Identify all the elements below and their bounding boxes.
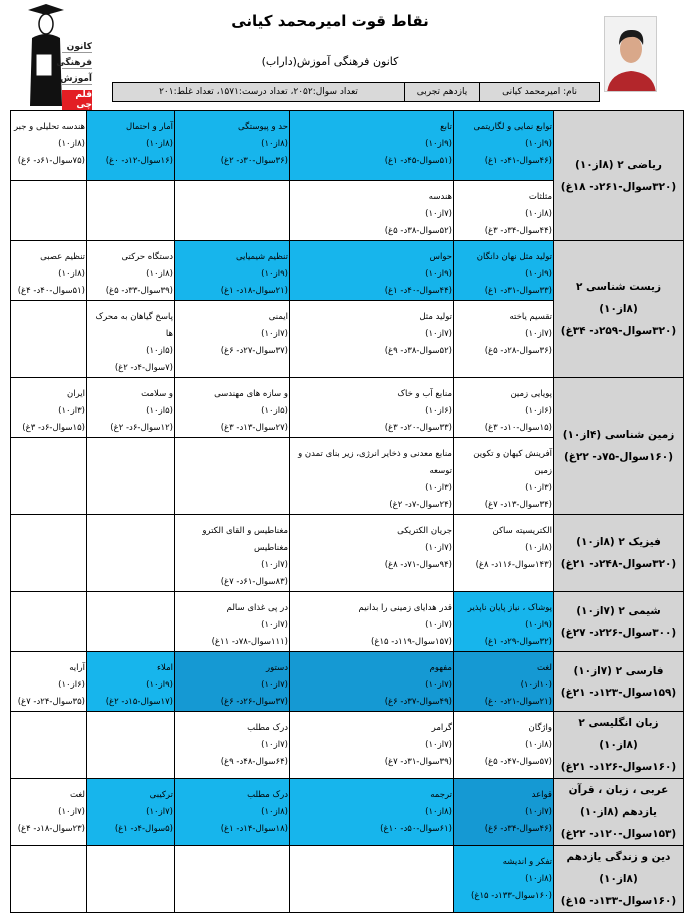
topic-stats: (۴۹سوال-۳۷د- ۶غ) xyxy=(384,697,452,707)
empty-cell xyxy=(175,438,290,515)
topic-cell xyxy=(87,652,175,712)
subject-cell xyxy=(554,241,684,378)
topic-stats: (۱۸سوال-۱۴د- ۱غ) xyxy=(220,824,288,834)
topic-cell xyxy=(87,241,175,301)
topic-stats: (۹۴سوال-۷۱د- ۸غ) xyxy=(384,560,452,570)
topic-cell xyxy=(11,111,87,181)
subject-cell xyxy=(554,779,684,846)
topic-score: (۷از۱۰) xyxy=(261,560,288,570)
topic-cell xyxy=(87,301,175,378)
student-name: نام: امیرمحمد کیانی xyxy=(479,83,599,101)
topic-cell xyxy=(454,111,554,181)
subject-name: فارسی ۲ (۷از۱۰) xyxy=(573,664,664,677)
topic-score: (۷از۱۰) xyxy=(261,740,288,750)
topic-name: آرایه xyxy=(69,663,85,673)
topic-score: (۷از۱۰) xyxy=(425,543,452,553)
logo-text-1: کانون xyxy=(62,42,92,53)
topic-name: املاء xyxy=(157,663,173,673)
empty-cell xyxy=(175,181,290,241)
topic-score: (۸از۱۰) xyxy=(525,740,552,750)
topic-stats: (۱۴۳سوال-۱۱۶د- ۸غ) xyxy=(475,560,552,570)
topic-cell xyxy=(454,515,554,592)
topic-score: (۸از۱۰) xyxy=(425,807,452,817)
subject-row xyxy=(11,846,684,913)
empty-cell xyxy=(87,846,175,913)
subject-name: شیمی ۲ (۷از۱۰) xyxy=(576,604,661,617)
empty-cell xyxy=(87,181,175,241)
topic-cell xyxy=(290,592,454,652)
topic-name: ایران xyxy=(66,389,85,399)
topic-name: منابع معدنی و ذخایر انرژی، زیر بنای تمدن و توسعه xyxy=(298,449,452,476)
topic-score: (۷از۱۰) xyxy=(261,680,288,690)
topic-cell xyxy=(290,438,454,515)
topic-stats: (۵۱سوال-۴۵د- ۱غ) xyxy=(384,156,452,166)
graduate-figure-icon xyxy=(24,2,64,106)
topic-name: لغت xyxy=(536,663,552,673)
topic-score: (۸از۱۰) xyxy=(261,139,288,149)
topic-stats: (۵سوال-۴د- ۱غ) xyxy=(114,824,173,834)
topic-stats: (۳۳سوال-۳۱د- ۱غ) xyxy=(484,286,552,296)
topic-name: تولید مثل نهان دانگان xyxy=(476,252,552,262)
topic-stats: (۳۶سوال-۲۸د- ۵غ) xyxy=(484,346,552,356)
subject-name: فیزیک ۲ (۸از۱۰) xyxy=(576,536,661,548)
topic-name: پوشاک ، نیاز پایان ناپذیر xyxy=(467,603,552,613)
subject-row xyxy=(11,652,684,712)
topic-score: (۷از۱۰) xyxy=(261,620,288,630)
topic-score: (۳از۱۰) xyxy=(425,483,452,493)
topic-name: واژگان xyxy=(528,723,552,733)
topic-cell xyxy=(454,378,554,438)
topic-score: (۹از۱۰) xyxy=(525,139,552,149)
topic-stats: (۶۱سوال-۵۰د- ۱۰غ) xyxy=(380,824,452,834)
empty-cell xyxy=(87,712,175,779)
strengths-table xyxy=(10,110,684,913)
topic-cell xyxy=(175,241,290,301)
topic-stats: (۲۱سوال-۲۱د- ۰غ) xyxy=(484,697,552,707)
topic-score: (۷از۱۰) xyxy=(425,740,452,750)
topic-cell xyxy=(87,111,175,181)
topic-cell xyxy=(290,111,454,181)
avatar-photo-icon xyxy=(605,17,657,92)
topic-stats: (۱۵سوال-۶د- ۳غ) xyxy=(22,423,85,433)
topic-name: مغناطیس و القای الکترو مغناطیس xyxy=(202,526,288,553)
topic-name: منابع آب و خاک xyxy=(397,389,452,399)
topic-score: (۷از۱۰) xyxy=(525,807,552,817)
topic-cell xyxy=(454,181,554,241)
topic-name: تولید مثل xyxy=(419,312,452,322)
topic-stats: (۲۳سوال-۱۸د- ۴غ) xyxy=(17,824,85,834)
topic-score: (۹از۱۰) xyxy=(261,269,288,279)
topic-score: (۹از۱۰) xyxy=(425,269,452,279)
topic-score: (۶از۱۰) xyxy=(525,406,552,416)
page-title: نقاط قوت امیرمحمد کیانی xyxy=(231,12,429,30)
subject-stats: (۳۰۰سوال-۲۲۶د- ۲۷غ) xyxy=(560,626,677,639)
student-stats: تعداد سوال:۲۰۵۲، تعداد درست:۱۵۷۱، تعداد غلط:۲۰۱ xyxy=(159,87,358,97)
topic-stats: (۳۵سوال-۲۴د- ۷غ) xyxy=(17,697,85,707)
topic-cell xyxy=(175,515,290,592)
topic-stats: (۳۹سوال-۳۱د- ۷غ) xyxy=(384,757,452,767)
topic-stats: (۵۷سوال-۴۷د- ۵غ) xyxy=(484,757,552,767)
topic-stats: (۳۶سوال-۳۰د- ۲غ) xyxy=(220,156,288,166)
topic-name: ایمنی xyxy=(268,312,288,322)
subject-name: ریاضی ۲ (۸از۱۰) xyxy=(575,158,662,171)
topic-score: (۷از۱۰) xyxy=(425,680,452,690)
subject-stats: (۱۵۳سوال-۱۲۰د- ۲۲غ) xyxy=(560,828,677,840)
topic-score: (۷از۱۰) xyxy=(425,209,452,219)
topic-stats: (۱۱۱سوال-۷۸د- ۱۱غ) xyxy=(211,637,288,647)
topic-stats: (۵۲سوال-۳۸د- ۵غ) xyxy=(384,226,452,236)
topic-cell xyxy=(87,378,175,438)
topic-score: (۸از۱۰) xyxy=(146,139,173,149)
topic-cell xyxy=(454,846,554,913)
topic-stats: (۳۹سوال-۳۳د- ۵غ) xyxy=(105,286,173,296)
topic-cell xyxy=(454,438,554,515)
topic-name: و سلامت xyxy=(141,389,173,399)
topic-stats: (۲۴سوال-۷د- ۲غ) xyxy=(389,500,452,510)
topic-score: (۷از۱۰) xyxy=(58,807,85,817)
topic-name: الکتریسیته ساکن xyxy=(492,526,552,536)
topic-name: حواس xyxy=(429,252,452,262)
subject-name: دین و زندگی یازدهم (۸از۱۰) xyxy=(566,851,671,885)
topic-score: (۷از۱۰) xyxy=(425,329,452,339)
topic-name: مفهوم xyxy=(429,663,452,673)
empty-cell xyxy=(11,515,87,592)
topic-cell xyxy=(454,301,554,378)
logo-text-3: آموزش xyxy=(60,74,92,84)
topic-name: هندسه xyxy=(428,192,452,202)
subject-cell xyxy=(554,652,684,712)
topic-cell xyxy=(454,592,554,652)
topic-stats: (۷سوال-۴د- ۲غ) xyxy=(114,363,173,373)
kanoon-logo xyxy=(24,2,92,110)
topic-cell xyxy=(11,652,87,712)
topic-stats: (۳۷سوال-۲۶د- ۶غ) xyxy=(220,697,288,707)
topic-score: (۳از۱۰) xyxy=(58,406,85,416)
topic-stats: (۱۲سوال-۶د- ۲غ) xyxy=(110,423,173,433)
page-subtitle: کانون فرهنگی آموزش(داراب) xyxy=(261,55,399,68)
topic-score: (۱۰از۱۰) xyxy=(520,680,552,690)
subject-cell xyxy=(554,515,684,592)
subject-stats: (۳۲۰سوال-۲۵۹د- ۳۴غ) xyxy=(560,325,677,337)
topic-stats: (۳۷سوال-۲۷د- ۶غ) xyxy=(220,346,288,356)
topic-cell xyxy=(175,111,290,181)
empty-cell xyxy=(87,592,175,652)
topic-stats: (۱۷سوال-۱۵د- ۲غ) xyxy=(105,697,173,707)
topic-cell xyxy=(454,712,554,779)
topic-score: (۷از۱۰) xyxy=(146,807,173,817)
topic-cell xyxy=(175,592,290,652)
subject-row xyxy=(11,592,684,652)
topic-name: دستگاه حرکتی xyxy=(121,252,173,262)
empty-cell xyxy=(175,846,290,913)
topic-stats: (۱۵۷سوال-۱۱۹د- ۱۵غ) xyxy=(371,637,452,647)
topic-stats: (۳۳سوال-۲۰د- ۳غ) xyxy=(384,423,452,433)
topic-stats: (۴۴سوال-۴۰د- ۱غ) xyxy=(384,286,452,296)
topic-name: درک مطلب xyxy=(247,790,288,800)
topic-cell xyxy=(175,378,290,438)
subject-stats: (۱۶۰سوال-۱۲۶د- ۲۱غ) xyxy=(560,761,677,773)
topic-stats: (۵۲سوال-۳۸د- ۹غ) xyxy=(384,346,452,356)
topic-cell xyxy=(290,779,454,846)
subject-cell xyxy=(554,111,684,241)
topic-stats: (۲۷سوال-۱۳د- ۳غ) xyxy=(220,423,288,433)
topic-score: (۹از۱۰) xyxy=(525,620,552,630)
topic-name: آفرینش کیهان و تکوین زمین xyxy=(473,449,552,476)
topic-cell xyxy=(290,301,454,378)
subject-stats: (۱۶۰سوال-۱۳۳د- ۱۵غ) xyxy=(560,895,677,907)
topic-stats: (۴۴سوال-۳۴د- ۳غ) xyxy=(484,226,552,236)
topic-cell xyxy=(454,652,554,712)
topic-name: پاسخ گیاهان به محرک ها xyxy=(95,312,173,339)
topic-name: قواعد xyxy=(531,790,552,800)
topic-cell xyxy=(175,779,290,846)
empty-cell xyxy=(87,438,175,515)
logo-text-4: قلم چی xyxy=(62,90,92,110)
subject-cell xyxy=(554,592,684,652)
topic-score: (۶از۱۰) xyxy=(58,680,85,690)
subject-row xyxy=(11,779,684,846)
topic-stats: (۱۶۰سوال-۱۳۳د- ۱۵غ) xyxy=(471,891,552,901)
topic-stats: (۸۳سوال-۶۱د- ۷غ) xyxy=(220,577,288,587)
empty-cell xyxy=(11,181,87,241)
subject-row xyxy=(11,241,684,301)
topic-cell xyxy=(87,779,175,846)
topic-cell xyxy=(290,241,454,301)
topic-score: (۵از۱۰) xyxy=(146,346,173,356)
topic-stats: (۳۲سوال-۲۹د- ۱غ) xyxy=(484,637,552,647)
topic-score: (۵از۱۰) xyxy=(261,406,288,416)
topic-cell xyxy=(454,241,554,301)
logo-text-2: فرهنگی xyxy=(56,58,92,68)
topic-name: توابع نمایی و لگاریتمی xyxy=(473,122,552,132)
topic-cell xyxy=(11,378,87,438)
topic-cell xyxy=(290,712,454,779)
topic-score: (۸از۱۰) xyxy=(525,874,552,884)
empty-cell xyxy=(11,592,87,652)
subject-cell xyxy=(554,846,684,913)
subject-cell xyxy=(554,712,684,779)
topic-score: (۹از۱۰) xyxy=(146,680,173,690)
topic-name: و سازه های مهندسی xyxy=(214,389,288,399)
topic-name: هندسه تحلیلی و جبر xyxy=(13,122,85,132)
topic-stats: (۴۶سوال-۳۴د- ۶غ) xyxy=(484,824,552,834)
topic-name: آمار و احتمال xyxy=(126,122,173,132)
subject-row xyxy=(11,515,684,592)
topic-name: ترکیبی xyxy=(149,790,173,800)
student-grade: یازدهم تجربی xyxy=(404,83,479,101)
topic-cell xyxy=(175,301,290,378)
subject-cell xyxy=(554,378,684,515)
student-photo xyxy=(604,16,657,92)
topic-stats: (۵۱سوال-۴۰د- ۴غ) xyxy=(17,286,85,296)
topic-stats: (۱۶سوال-۱۲د- ۰غ) xyxy=(105,156,173,166)
topic-name: تقسیم یاخته xyxy=(509,312,552,322)
topic-stats: (۶۴سوال-۴۸د- ۹غ) xyxy=(220,757,288,767)
topic-name: تنظیم عصبی xyxy=(40,252,85,262)
topic-score: (۸از۱۰) xyxy=(261,807,288,817)
topic-stats: (۳۴سوال-۱۳د- ۷غ) xyxy=(484,500,552,510)
topic-name: در پی غذای سالم xyxy=(226,603,288,613)
topic-score: (۹از۱۰) xyxy=(425,139,452,149)
empty-cell xyxy=(290,846,454,913)
topic-cell xyxy=(11,241,87,301)
topic-name: پویایی زمین xyxy=(510,389,552,399)
topic-score: (۳از۱۰) xyxy=(525,483,552,493)
subject-stats: (۳۲۰سوال-۲۶۱د- ۱۸غ) xyxy=(560,180,677,193)
topic-name: حد و پیوستگی xyxy=(237,122,288,132)
topic-score: (۸از۱۰) xyxy=(58,139,85,149)
topic-score: (۹از۱۰) xyxy=(525,269,552,279)
topic-name: گرامر xyxy=(431,723,452,733)
topic-stats: (۷۵سوال-۶۱د- ۶غ) xyxy=(17,156,85,166)
topic-score: (۷از۱۰) xyxy=(525,329,552,339)
topic-cell xyxy=(175,652,290,712)
topic-cell xyxy=(454,779,554,846)
topic-name: دستور xyxy=(266,663,288,673)
topic-name: مثلثات xyxy=(528,192,552,202)
subject-name: زبان انگلیسی ۲ (۸از۱۰) xyxy=(578,717,659,751)
empty-cell xyxy=(87,515,175,592)
topic-cell xyxy=(290,181,454,241)
topic-cell xyxy=(290,515,454,592)
topic-stats: (۴۶سوال-۴۱د- ۱غ) xyxy=(484,156,552,166)
subject-stats: (۳۲۰سوال-۲۴۸د- ۲۱غ) xyxy=(560,558,677,570)
subject-name: زیست شناسی ۲ (۸از۱۰) xyxy=(575,281,662,315)
topic-name: تنظیم شیمیایی xyxy=(235,252,288,262)
topic-cell xyxy=(290,378,454,438)
topic-stats: (۲۱سوال-۱۸د- ۱غ) xyxy=(220,286,288,296)
subject-row xyxy=(11,378,684,438)
topic-cell xyxy=(175,712,290,779)
topic-score: (۸از۱۰) xyxy=(58,269,85,279)
topic-score: (۸از۱۰) xyxy=(525,209,552,219)
topic-name: جریان الکتریکی xyxy=(397,526,452,536)
topic-score: (۸از۱۰) xyxy=(525,543,552,553)
subject-row xyxy=(11,111,684,181)
topic-score: (۷از۱۰) xyxy=(261,329,288,339)
subject-stats: (۱۶۰سوال-۷۵د- ۲۲غ) xyxy=(563,451,674,463)
topic-cell xyxy=(11,779,87,846)
topic-name: قدر هدایای زمینی را بدانیم xyxy=(358,603,452,613)
student-info-bar xyxy=(112,82,600,102)
topic-name: درک مطلب xyxy=(247,723,288,733)
topic-stats: (۱۵سوال-۱۰د- ۳غ) xyxy=(484,423,552,433)
topic-score: (۸از۱۰) xyxy=(146,269,173,279)
topic-name: تفکر و اندیشه xyxy=(502,857,552,867)
subject-stats: (۱۵۹سوال-۱۲۳د- ۲۱غ) xyxy=(560,686,677,699)
topic-name: ترجمه xyxy=(430,790,452,800)
topic-score: (۷از۱۰) xyxy=(425,620,452,630)
empty-cell xyxy=(11,438,87,515)
empty-cell xyxy=(11,712,87,779)
topic-cell xyxy=(290,652,454,712)
topic-score: (۶از۱۰) xyxy=(425,406,452,416)
subject-name: عربی ، زبان ، قرآن یازدهم (۸از۱۰) xyxy=(568,784,669,818)
topic-name: تابع xyxy=(440,122,452,132)
subject-row xyxy=(11,712,684,779)
subject-name: زمین شناسی (۴از۱۰) xyxy=(562,429,675,441)
empty-cell xyxy=(11,301,87,378)
topic-name: لغت xyxy=(69,790,85,800)
empty-cell xyxy=(11,846,87,913)
topic-score: (۵از۱۰) xyxy=(146,406,173,416)
